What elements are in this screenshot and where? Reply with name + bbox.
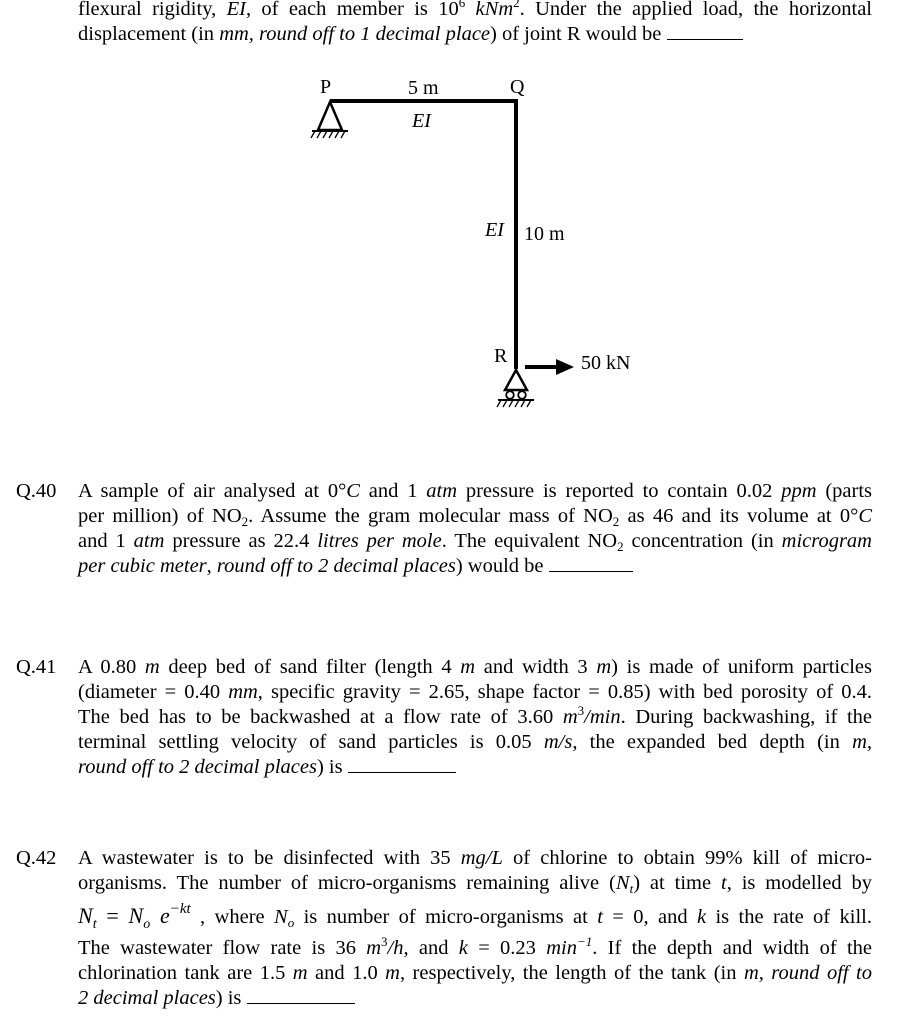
answer-blank	[247, 987, 355, 1004]
q39-line-2: displacement (in mm, round off to 1 decimal place) of joint R would be	[78, 22, 743, 47]
question-number: Q.40	[16, 480, 57, 502]
decay-formula: $N_t = N_o$ $e^{-kt}$	[78, 901, 191, 932]
frame-diagram	[0, 60, 899, 490]
span-label-pq: 5 m	[408, 77, 439, 99]
q42-line-3: $N_t = N_o$ $e^{-kt}$ , where $N_o$ is number of micro-organisms at t = 0, and k is the rate of kill.	[78, 901, 872, 932]
question-number: Q.41	[16, 656, 57, 678]
q42-line-4: The wastewater flow rate is 36 $m^3/h$, and k = 0.23 $\min^{-1}$. If the depth and width of the	[78, 934, 872, 959]
q41-line-4: terminal settling velocity of sand particles is 0.05 m/s, the expanded bed depth (in m,	[78, 731, 872, 753]
q41-line-5: round off to 2 decimal places) is	[78, 755, 456, 780]
q42-line-1: A wastewater is to be disinfected with 35 mg/L of chlorine to obtain 99% kill of micro-	[78, 847, 872, 869]
roller-support-r	[497, 370, 534, 407]
load-arrow	[525, 359, 574, 375]
question-number: Q.42	[16, 847, 57, 869]
load-label: 50 kN	[581, 352, 631, 374]
q42-line-5: chlorination tank are 1.5 m and 1.0 m, respectively, the length of the tank (in m, round off to	[78, 962, 872, 984]
q40-line-2: per million) of $NO_2$. Assume the gram molecular mass of $NO_2$ as 46 and its volume at 0°C	[78, 505, 872, 529]
q41-line-2: (diameter = 0.40 mm, specific gravity = 2.65, shape factor = 0.85) with bed porosity of 0.4.	[78, 681, 872, 703]
q42-line-2: organisms. The number of micro-organisms remaining alive $(N_t)$ at time t, is modelled by	[78, 872, 872, 896]
q41-line-3: The bed has to be backwashed at a flow rate of 3.60 $m^3/\min$. During backwashing, if the	[78, 703, 872, 728]
node-label-p: P	[320, 76, 332, 98]
answer-blank	[549, 555, 633, 572]
q41-line-1: A 0.80 m deep bed of sand filter (length 4 m and width 3 m) is made of uniform particles	[78, 656, 873, 678]
node-label-r: R	[494, 345, 508, 367]
span-label-qr: 10 m	[524, 223, 565, 245]
ei-label-pq: EI	[412, 110, 431, 132]
answer-blank	[667, 23, 743, 40]
q40-line-3: and 1 atm pressure as 22.4 litres per mole. The equivalent $NO_2$ concentration (in microgram	[78, 530, 872, 554]
q39-line-1: flexural rigidity, EI, of each member is $10^6$ kNm$^2$. Under the applied load, the horizontal	[78, 0, 872, 20]
q42-line-6: 2 decimal places) is	[78, 986, 355, 1011]
q40-line-4: per cubic meter, round off to 2 decimal places) would be	[78, 554, 633, 579]
ei-label-qr: EI	[485, 219, 504, 241]
pin-support-p	[311, 102, 348, 138]
q40-line-1: A sample of air analysed at 0°C and 1 atm pressure is reported to contain 0.02 ppm (parts	[78, 480, 872, 502]
answer-blank	[348, 756, 456, 773]
node-label-q: Q	[510, 76, 525, 98]
